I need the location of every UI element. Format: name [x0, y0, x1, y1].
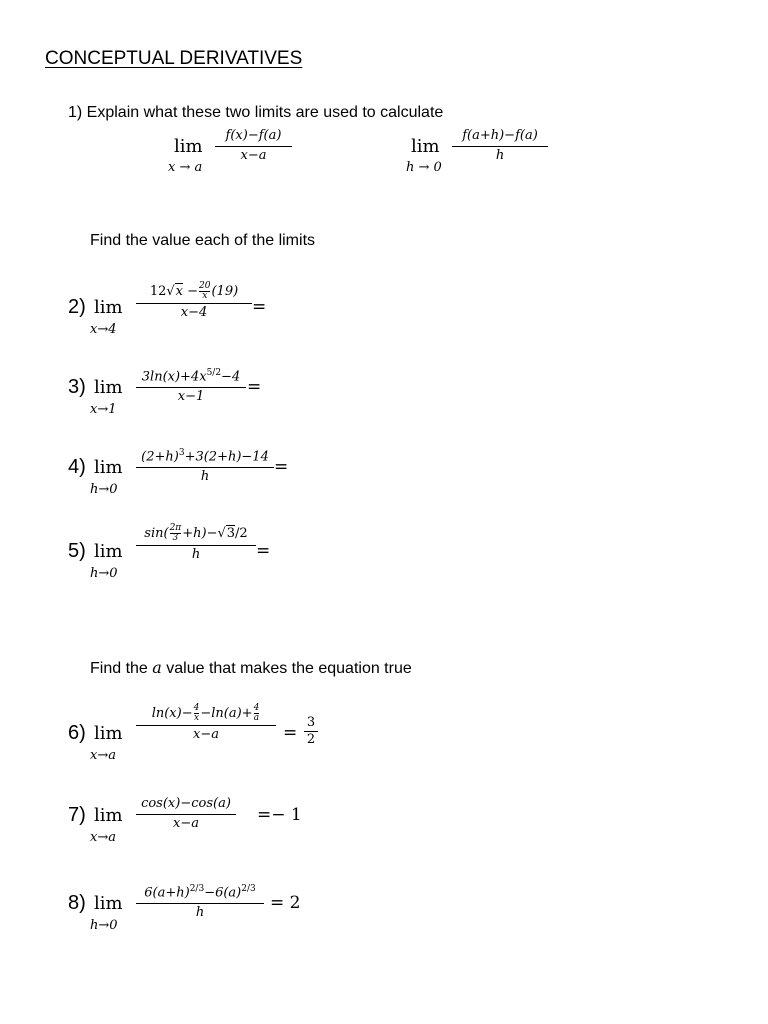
q3-exponent: 5/2 [206, 368, 222, 378]
question-6-number: 6) [68, 722, 86, 744]
q4-lim: lim [94, 457, 123, 478]
fraction-bar [136, 545, 256, 546]
q6-small-fraction-1-den: x [193, 713, 200, 723]
q3-equals: = [247, 377, 262, 397]
q6-numerator [136, 704, 276, 723]
q8-rhs: = 2 [270, 893, 301, 913]
q5-small-fraction-den: 3 [170, 533, 182, 543]
q2-fraction [136, 282, 252, 320]
q1-limit-b-lim: lim [411, 136, 440, 157]
q6-fraction [136, 704, 276, 742]
q8-numerator [136, 881, 264, 901]
q3-numerator-head: 3ln(x)+4x [141, 369, 207, 385]
q2-denominator: x−4 [180, 305, 208, 320]
q6-rhs-fraction [304, 716, 318, 747]
q5-small-fraction [170, 524, 182, 543]
section-2-instruction-post: value that makes the equation true [161, 660, 412, 677]
q6-numerator-head: ln(x)− [151, 706, 193, 721]
q6-lim-sub: x→a [90, 748, 116, 763]
question-2-number: 2) [68, 296, 86, 318]
page-title: CONCEPTUAL DERIVATIVES [45, 48, 303, 69]
q5-small-fraction-num: 2π [169, 523, 182, 533]
q2-numerator-tail: (19) [211, 284, 239, 299]
q2-lim: lim [94, 297, 123, 318]
q8-fraction [136, 881, 264, 920]
fraction-bar [215, 146, 292, 147]
q1-limit-b-fraction [452, 128, 548, 163]
q5-fraction [136, 524, 256, 562]
q4-numerator [136, 445, 274, 465]
q5-equals: = [256, 541, 271, 561]
fraction-bar [136, 903, 264, 904]
q1-limit-a-sub: x → a [168, 160, 203, 175]
q4-lim-sub: h→0 [90, 482, 118, 497]
question-1-text: 1) Explain what these two limits are used to calculate [68, 104, 444, 121]
q6-small-fraction-1 [194, 704, 200, 723]
q1-limit-b-numerator: f(a+h)−f(a) [462, 128, 538, 143]
q5-numerator-head: sin( [144, 526, 169, 541]
q4-exponent: 3 [178, 448, 185, 458]
q5-lim-sub: h→0 [90, 566, 118, 581]
q1-limit-b-denominator: h [495, 148, 505, 163]
q5-numerator: sin( $\frac{2\pi}{3}$ +h)−√3/2 [144, 523, 248, 543]
q8-lim-sub: h→0 [90, 918, 118, 933]
q6-rhs-numerator: 3 [306, 715, 316, 730]
q4-fraction [136, 445, 274, 484]
q6-small-fraction-2 [254, 704, 260, 723]
q2-small-fraction-num: 20 [199, 281, 211, 291]
q2-small-fraction [199, 282, 210, 301]
question-7-number: 7) [68, 804, 86, 826]
q2-equals: = [252, 297, 267, 317]
section-1-instruction: Find the value each of the limits [90, 232, 316, 249]
q3-lim-sub: x→1 [90, 402, 117, 417]
fraction-bar [136, 467, 274, 468]
q6-small-fraction-2-num: 4 [253, 703, 260, 713]
section-2-instruction-pre: Find the [90, 660, 153, 677]
q2-small-fraction-den: x [199, 291, 210, 301]
q5-lim: lim [94, 541, 123, 562]
fraction-bar [136, 725, 276, 726]
question-8-number: 8) [68, 892, 86, 914]
question-3-number: 3) [68, 376, 86, 398]
q2-lim-sub: x→4 [90, 322, 117, 337]
q3-denominator: x−1 [177, 389, 205, 405]
q6-lim: lim [94, 723, 123, 744]
fraction-bar [136, 814, 236, 815]
q8-denominator: h [195, 905, 205, 921]
q7-rhs: =− 1 [257, 805, 302, 825]
q5-numerator-mid: +h)− [182, 526, 218, 541]
q1-limit-a-fraction [215, 128, 292, 163]
q7-denominator: x−a [173, 816, 199, 831]
q5-numerator-tail: /2 [235, 526, 248, 541]
section-2-instruction-var: a [152, 658, 162, 677]
q2-coefficient: 12 [149, 284, 167, 299]
q4-equals: = [274, 457, 289, 477]
q3-numerator-tail: −4 [221, 369, 241, 385]
q4-numerator-tail: +3(2+h)−14 [184, 449, 269, 465]
q1-limit-a-numerator: f(x)−f(a) [225, 128, 282, 143]
q6-small-fraction-2-den: a [253, 713, 260, 723]
section-2-instruction [90, 658, 412, 678]
q2-sqrt-arg: x [175, 284, 183, 299]
q4-denominator: h [200, 469, 210, 485]
q5-sqrt-arg: 3 [226, 526, 236, 541]
q8-numerator-head: 6(a+h) [144, 885, 190, 901]
fraction-bar [452, 146, 548, 147]
q6-denominator: x−a [193, 727, 219, 742]
q1-limit-a-denominator: x−a [240, 148, 267, 163]
q6-numerator-mid: −ln(a)+ [200, 706, 253, 721]
q1-limit-a-lim: lim [174, 136, 203, 157]
q6-rhs-denominator: 2 [306, 732, 316, 747]
q3-lim: lim [94, 377, 123, 398]
q8-numerator-mid: −6(a) [204, 885, 242, 901]
question-5-number: 5) [68, 540, 86, 562]
q7-numerator: cos(x)−cos(a) [141, 796, 231, 811]
question-4-number: 4) [68, 456, 86, 478]
q8-lim: lim [94, 893, 123, 914]
q7-lim-sub: x→a [90, 830, 116, 845]
q8-exponent-1: 2/3 [189, 884, 205, 894]
q3-numerator [136, 365, 246, 385]
q6-equals: = [283, 723, 298, 743]
q7-lim: lim [94, 805, 123, 826]
q5-denominator: h [191, 547, 201, 562]
q3-fraction [136, 365, 246, 404]
q1-limit-b-sub: h → 0 [406, 160, 442, 175]
fraction-bar [136, 303, 252, 304]
fraction-bar [136, 387, 246, 388]
q6-small-fraction-1-num: 4 [193, 703, 200, 713]
q8-exponent-2: 2/3 [241, 884, 256, 894]
q2-minus: − [183, 284, 199, 299]
q2-numerator: 12√x − $\frac{20}{x}$ (19) [149, 281, 239, 301]
q7-fraction [136, 796, 236, 831]
q4-numerator-head: (2+h) [141, 449, 179, 465]
